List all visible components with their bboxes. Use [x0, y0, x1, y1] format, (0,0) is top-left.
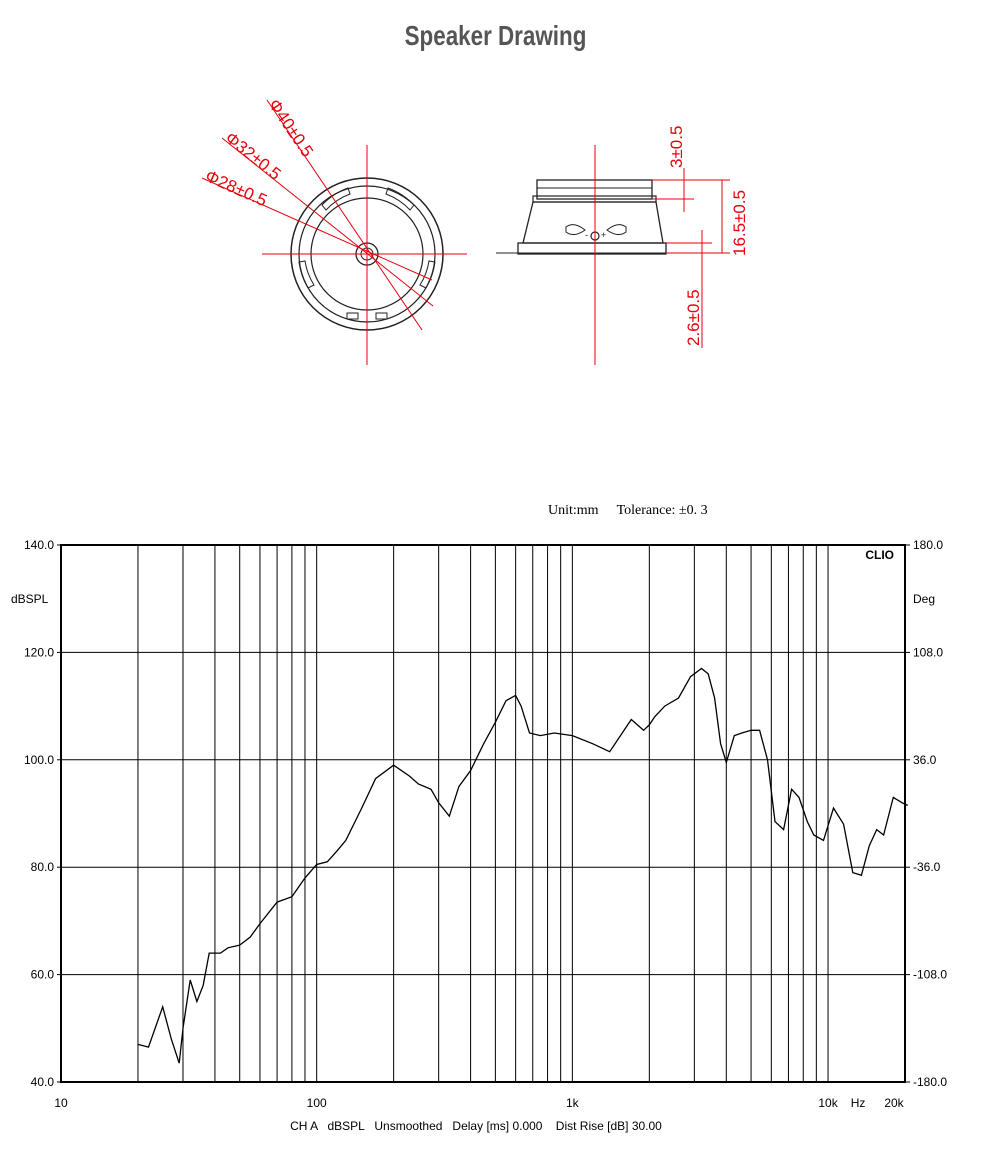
y2-axis-label: Deg — [913, 592, 936, 606]
y-axis-right — [905, 538, 947, 1089]
chart-brand: CLIO — [865, 548, 894, 562]
x-tick-label: Hz — [850, 1096, 866, 1110]
tolerance-label: Tolerance: ±0. 3 — [616, 503, 708, 518]
dim-label-28: Φ28±0.5 — [202, 166, 270, 211]
x-tick-label: 20k — [884, 1096, 904, 1110]
unit-label: Unit:mm — [548, 503, 599, 518]
dim-label-16-5: 16.5±0.5 — [730, 189, 749, 256]
y2-tick-label: -108.0 — [913, 967, 948, 982]
x-tick-label: 1k — [566, 1096, 579, 1110]
y-axis-label: dBSPL — [11, 592, 49, 606]
y2-tick-label: -180.0 — [913, 1075, 948, 1089]
dim-label-2-6: 2.6±0.5 — [684, 289, 703, 346]
dim-label-3: 3±0.5 — [667, 125, 686, 168]
y-tick-label: 80.0 — [30, 860, 54, 875]
y-tick-label: 120.0 — [23, 645, 54, 660]
page-title: Speaker Drawing — [404, 20, 587, 51]
terminal-plus-mark: + — [601, 230, 607, 240]
y-tick-label: 140.0 — [23, 538, 54, 552]
x-tick-label: 10k — [818, 1096, 838, 1110]
y2-tick-label: 180.0 — [913, 538, 944, 552]
chart-footer: CH A dBSPL Unsmoothed Delay [ms] 0.000 Dist Rise [dB] 30.00 — [290, 1119, 662, 1133]
y-tick-label: 40.0 — [30, 1075, 54, 1089]
dim-label-32: Φ32±0.5 — [221, 128, 285, 184]
x-tick-label: 10 — [54, 1096, 68, 1110]
y-tick-label: 100.0 — [23, 752, 54, 767]
spl-curve — [138, 669, 908, 1064]
y-axis-left — [24, 538, 61, 1089]
y2-tick-label: -36.0 — [913, 860, 941, 875]
dim-label-40: Φ40±0.5 — [264, 95, 318, 161]
x-axis — [54, 1096, 904, 1110]
terminal-minus-mark: - — [585, 230, 588, 240]
x-tick-label: 100 — [306, 1096, 327, 1110]
y-tick-label: 60.0 — [30, 967, 54, 982]
y2-tick-label: 36.0 — [913, 752, 937, 767]
y2-tick-label: 108.0 — [913, 645, 944, 660]
